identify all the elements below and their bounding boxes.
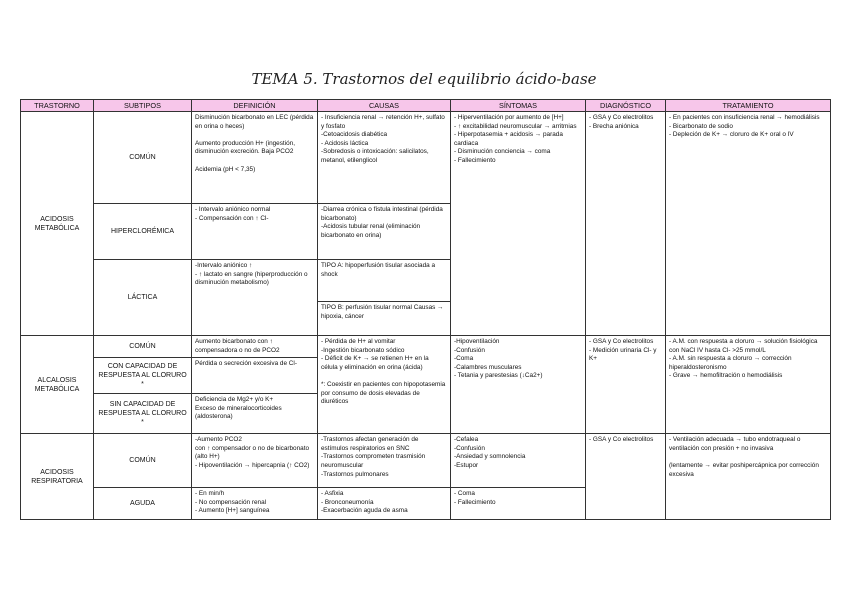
definicion-cell: Aumento bicarbonato con ↑ compensadora o no de PCO2 bbox=[192, 336, 318, 358]
causas-cell: -Diarrea crónica o fístula intestinal (pérdida bicarbonato) -Acidosis tubular renal (eliminación bicarbonato en orina) bbox=[318, 204, 451, 260]
definicion-cell: - Intervalo aniónico normal - Compensación con ↑ Cl- bbox=[192, 204, 318, 260]
header-tratamiento: TRATAMIENTO bbox=[666, 100, 831, 112]
header-definicion: DEFINICIÓN bbox=[192, 100, 318, 112]
trastorno-alcalosis-metabolica: ALCALOSIS METABÓLICA bbox=[21, 336, 94, 434]
definicion-cell: -Aumento PCO2 con ↑ compensador o no de bicarbonato (alto H+) - Hipoventilación → hipercapnia (↑ CO2) bbox=[192, 434, 318, 488]
trastorno-acidosis-metabolica: ACIDOSIS METABÓLICA bbox=[21, 112, 94, 336]
header-diagnostico: DIAGNÓSTICO bbox=[586, 100, 666, 112]
tratamiento-cell: - En pacientes con insuficiencia renal → hemodiálisis - Bicarbonato de sodio - Depleción de K+ → cloruro de K+ oral o IV bbox=[666, 112, 831, 336]
header-subtipos: SUBTIPOS bbox=[94, 100, 192, 112]
header-trastorno: TRASTORNO bbox=[21, 100, 94, 112]
sintomas-cell: -Hipoventilación -Confusión -Coma -Calambres musculares - Tetania y parestesias (↓Ca2+) bbox=[451, 336, 586, 434]
tratamiento-cell: - A.M. con respuesta a cloruro → solución fisiológica con NaCl IV hasta Cl- >25 mmol/L - A.M. sin respuesta a cloruro → corrección hiperaldosteronismo - Grave → hemofiltración o hemodiálisis bbox=[666, 336, 831, 434]
subtipo-comun: COMÚN bbox=[94, 112, 192, 204]
table-row bbox=[21, 336, 831, 358]
sintomas-cell: -Cefalea -Confusión -Ansiedad y somnolencia -Estupor bbox=[451, 434, 586, 488]
subtipo-lactica: LÁCTICA bbox=[94, 260, 192, 336]
causas-cell: - Asfixia - Bronconeumonía -Exacerbación aguda de asma bbox=[318, 488, 451, 520]
subtipo-con-cloruro: CON CAPACIDAD DE RESPUESTA AL CLORURO * bbox=[94, 358, 192, 394]
subtipo-hipercloremica: HIPERCLORÉMICA bbox=[94, 204, 192, 260]
subtipo-sin-cloruro: SIN CAPACIDAD DE RESPUESTA AL CLORURO * bbox=[94, 394, 192, 434]
tratamiento-cell: - Ventilación adecuada → tubo endotraqueal o ventilación con presión + no invasiva (lentamente → evitar poshipercápnica por corrección excesiva bbox=[666, 434, 831, 520]
sintomas-cell: - Hiperventilación por aumento de [H+] - ↑ excitabilidad neuromuscular → arritmias - Hiperpotasemia + acidosis → parada cardiaca - Disminución conciencia → coma - Fallecimiento bbox=[451, 112, 586, 336]
definicion-cell: -Intervalo aniónico ↑ - ↑ lactato en sangre (hiperproducción o disminución metabolismo) bbox=[192, 260, 318, 336]
definicion-cell: Deficiencia de Mg2+ y/o K+ Exceso de mineralocorticoides (aldosterona) bbox=[192, 394, 318, 434]
definicion-cell: Disminución bicarbonato en LEC (pérdida en orina o heces) Aumento producción H+ (ingestión, disminución excreción. Baja PCO2 Acidemia (pH < 7,35) bbox=[192, 112, 318, 204]
causa-tipo-b: TIPO B: perfusión tisular normal Causas → hipoxia, cáncer bbox=[318, 301, 450, 321]
table-row bbox=[21, 434, 831, 488]
definicion-cell: Pérdida o secreción excesiva de Cl- bbox=[192, 358, 318, 394]
header-causas: CAUSAS bbox=[318, 100, 451, 112]
subtipo-aguda: AGUDA bbox=[94, 488, 192, 520]
causas-cell: -Trastornos afectan generación de estímulos respiratorios en SNC -Trastornos comprometen trasmisión neuromuscular -Trastornos pulmonares bbox=[318, 434, 451, 488]
trastorno-acidosis-respiratoria: ACIDOSIS RESPIRATORIA bbox=[21, 434, 94, 520]
table-row bbox=[21, 112, 831, 204]
page-title: TEMA 5. Trastornos del equilibrio ácido-base bbox=[251, 70, 597, 88]
diagnostico-cell: - GSA y Co electrolitos bbox=[586, 434, 666, 520]
diagnostico-cell: - GSA y Co electrolitos - Brecha aniónica bbox=[586, 112, 666, 336]
causas-cell: - Pérdida de H+ al vomitar -Ingestión bicarbonato sódico - Déficit de K+ → se retienen H+ en la célula y eliminación en orina (ácida) *: Coexistir en pacientes con hipopotasemia por consumo de dosis elevadas de diuréticos bbox=[318, 336, 451, 434]
sintomas-cell: - Coma - Fallecimiento bbox=[451, 488, 586, 520]
header-sintomas: SÍNTOMAS bbox=[451, 100, 586, 112]
subtipo-comun: COMÚN bbox=[94, 336, 192, 358]
causas-cell: TIPO A: hipoperfusión tisular asociada a shock TIPO B: perfusión tisular normal Causas → hipoxia, cáncer bbox=[318, 260, 451, 336]
acid-base-table bbox=[20, 99, 831, 520]
header-row bbox=[21, 100, 831, 112]
diagnostico-cell: - GSA y Co electrolitos - Medición urinaria Cl- y K+ bbox=[586, 336, 666, 434]
definicion-cell: - En min/h - No compensación renal - Aumento [H+] sanguínea bbox=[192, 488, 318, 520]
causas-cell: - Insuficiencia renal → retención H+, sulfato y fosfato -Cetoacidosis diabética - Acidosis láctica -Sobredosis o intoxicación: salicilatos, metanol, etilenglicol bbox=[318, 112, 451, 204]
subtipo-comun: COMÚN bbox=[94, 434, 192, 488]
